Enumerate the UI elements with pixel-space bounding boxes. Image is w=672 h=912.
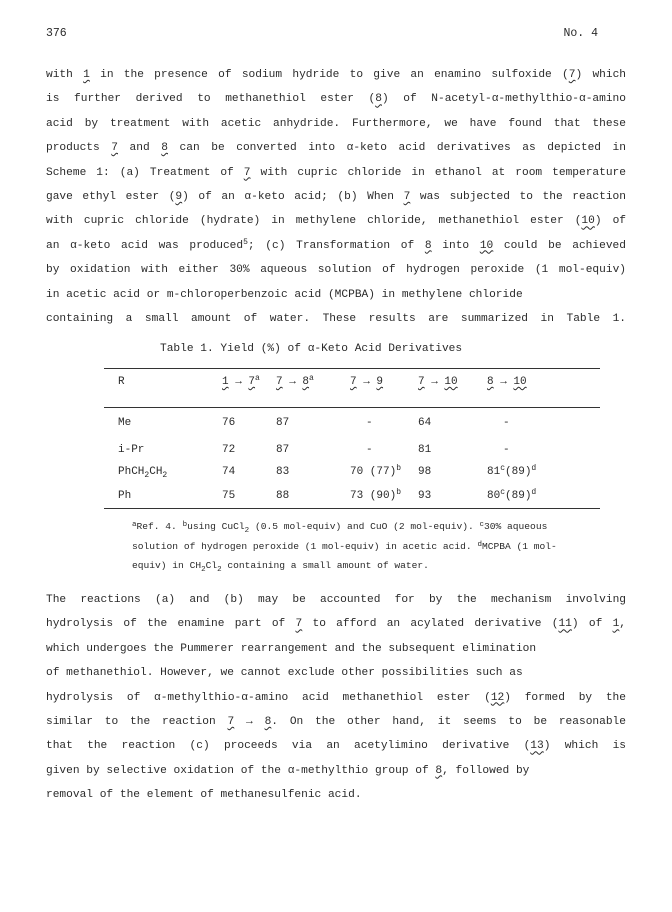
text-line: containing a small amount of water. These results are summarized in Table 1. [46, 312, 626, 325]
compound-ref: 8 [264, 715, 272, 728]
superscript: 5 [243, 237, 248, 247]
column-header-conversion: 7 → 9 [350, 376, 384, 388]
yield-cell: - [366, 444, 373, 456]
text-line: in acetic acid or m-chloroperbenzoic acid (MCPBA) in methylene chloride [46, 288, 523, 301]
table-header-rule [104, 407, 600, 408]
superscript: c [500, 488, 506, 497]
yield-cell: 88 [276, 490, 290, 502]
yield-cell: 87 [276, 444, 290, 456]
superscript: d [531, 488, 537, 497]
subscript: 2 [162, 471, 168, 480]
text-line: acid by treatment with acetic anhydride. Furthermore, we have found that these [46, 117, 626, 130]
row-label: i-Pr [118, 444, 145, 456]
text-line: The reactions (a) and (b) may be accounted for by the mechanism involving [46, 594, 626, 606]
text-line: an α-keto acid was produced$^5$; (c) Transformation of 8 into 10 could be achieved [46, 237, 626, 252]
column-header-conversion: $7 \to 8^a$ [276, 374, 314, 388]
compound-ref: 7 [350, 376, 357, 388]
yield-cell: 87 [276, 417, 290, 429]
compound-ref: 8 [161, 142, 168, 155]
yield-cell: 76 [222, 417, 236, 429]
compound-ref: 7 [248, 376, 256, 388]
text-line: similar to the reaction 7 → 8. On the other hand, it seems to be reasonable [46, 715, 626, 728]
compound-ref: 10 [581, 215, 595, 228]
table-bottom-rule [104, 508, 600, 509]
footnote-line: $^a$Ref. 4. $^b$using CuCl$_2$ (0.5 mol-equiv) and CuO (2 mol-equiv). $^c$30% aqueous [132, 521, 548, 535]
yield-cell: - [366, 417, 373, 429]
column-header-r: R [118, 376, 125, 388]
compound-ref: 1 [222, 376, 229, 388]
compound-ref: 8 [375, 93, 382, 106]
yield-cell: 64 [418, 417, 432, 429]
superscript: d [531, 464, 537, 473]
subscript: 2 [201, 566, 206, 574]
yield-cell: 70 $(77)^b$ [350, 464, 402, 478]
compound-ref: 8 [435, 764, 443, 777]
yield-cell: 98 [418, 466, 432, 478]
compound-ref: 11 [558, 618, 572, 631]
superscript: a [309, 374, 314, 383]
table-caption: Table 1. Yield (%) of α-Keto Acid Derivatives [160, 343, 463, 355]
compound-ref: 7 [568, 69, 576, 81]
text-line: with 1 in the presence of sodium hydride to give an enamino sulfoxide (7) which [46, 69, 626, 81]
text-line: with cupric chloride (hydrate) in methylene chloride, methanethiol ester (10) of [46, 215, 626, 228]
yield-cell: 93 [418, 490, 432, 502]
text-line: products 7 and 8 can be converted into α-keto acid derivatives as depicted in [46, 142, 626, 155]
text-line: given by selective oxidation of the α-methylthio group of 8, followed by [46, 764, 530, 777]
text-line: that the reaction (c) proceeds via an acetylimino derivative (13) which is [46, 740, 626, 753]
table-footnotes [132, 517, 602, 576]
compound-ref: 10 [513, 376, 527, 388]
text-line: hydrolysis of α-methylthio-α-amino acid methanethiol ester (12) formed by the [46, 691, 626, 704]
footnote-line: solution of hydrogen peroxide (1 mol-equiv) in acetic acid. $^d$MCPBA (1 mol- [132, 540, 557, 552]
compound-ref: 7 [111, 142, 118, 155]
compound-ref: 7 [276, 376, 283, 388]
column-header-conversion: $1 \to 7^a$ [222, 374, 260, 388]
yield-cell: $81^c(89)^d$ [487, 464, 537, 478]
compound-ref: 12 [490, 691, 505, 704]
text-line: by oxidation with either 30% aqueous solution of hydrogen peroxide (1 mol-equiv) [46, 264, 626, 277]
yield-cell: - [503, 444, 510, 456]
row-label: Me [118, 417, 132, 429]
paragraph-discussion [46, 588, 626, 808]
compound-ref: 7 [403, 190, 411, 203]
compound-ref: 1 [612, 618, 620, 631]
issue-number: No. 4 [563, 27, 598, 40]
table-top-rule [104, 368, 600, 369]
text-line: gave ethyl ester (9) of an α-keto acid; (b) When 7 was subjected to the reaction [46, 190, 626, 203]
compound-ref: 7 [418, 376, 425, 388]
yield-cell: 83 [276, 466, 290, 478]
text-line: is further derived to methanethiol ester (8) of N-acetyl-α-methylthio-α-amino [46, 93, 626, 106]
compound-ref: 9 [376, 376, 384, 388]
compound-ref: 7 [227, 715, 235, 728]
subscript: 2 [244, 527, 250, 535]
yield-cell: 75 [222, 490, 236, 502]
text-line: which undergoes the Pummerer rearrangement and the subsequent elimination [46, 642, 537, 655]
compound-ref: 10 [444, 376, 458, 388]
compound-ref: 1 [83, 69, 90, 81]
row-label: $PhCH_2CH_2$ [118, 466, 168, 480]
footnote-line: equiv) in $CH_2Cl_2$ containing a small amount of water. [132, 560, 429, 574]
yield-cell: 81 [418, 444, 432, 456]
compound-ref: 10 [479, 239, 494, 252]
column-header-conversion: 8 → 10 [487, 376, 527, 388]
compound-ref: 13 [530, 740, 544, 753]
yield-cell: 74 [222, 466, 236, 478]
compound-ref: 7 [243, 166, 251, 179]
row-label: Ph [118, 490, 132, 502]
compound-ref: 8 [487, 376, 494, 388]
text-line: of methanethiol. However, we cannot exclude other possibilities such as [46, 667, 523, 680]
superscript: c [500, 464, 506, 473]
compound-ref: 9 [175, 190, 183, 203]
column-header-conversion: 7 → 10 [418, 376, 458, 388]
page-number: 376 [46, 27, 67, 40]
yield-cell: $80^c(89)^d$ [487, 488, 537, 502]
subscript: 2 [144, 471, 150, 480]
compound-ref: 8 [302, 376, 310, 388]
superscript: b [396, 488, 402, 497]
text-line: hydrolysis of the enamine part of 7 to afford an acylated derivative (11) of 1, [46, 618, 626, 631]
superscript: c [479, 521, 484, 529]
compound-ref: 8 [424, 239, 432, 252]
superscript: b [396, 464, 402, 473]
compound-ref: 7 [295, 618, 303, 631]
superscript: d [477, 540, 482, 549]
yield-cell: 72 [222, 444, 236, 456]
superscript: b [182, 521, 188, 529]
yield-cell: 73 $(90)^b$ [350, 488, 402, 502]
subscript: 2 [217, 566, 222, 574]
superscript: a [132, 521, 137, 529]
yield-cell: - [503, 417, 510, 429]
superscript: a [255, 374, 260, 383]
paragraph-intro [46, 63, 626, 331]
text-line: removal of the element of methanesulfenic acid. [46, 789, 362, 802]
text-line: Scheme 1: (a) Treatment of 7 with cupric chloride in ethanol at room temperature [46, 166, 626, 179]
